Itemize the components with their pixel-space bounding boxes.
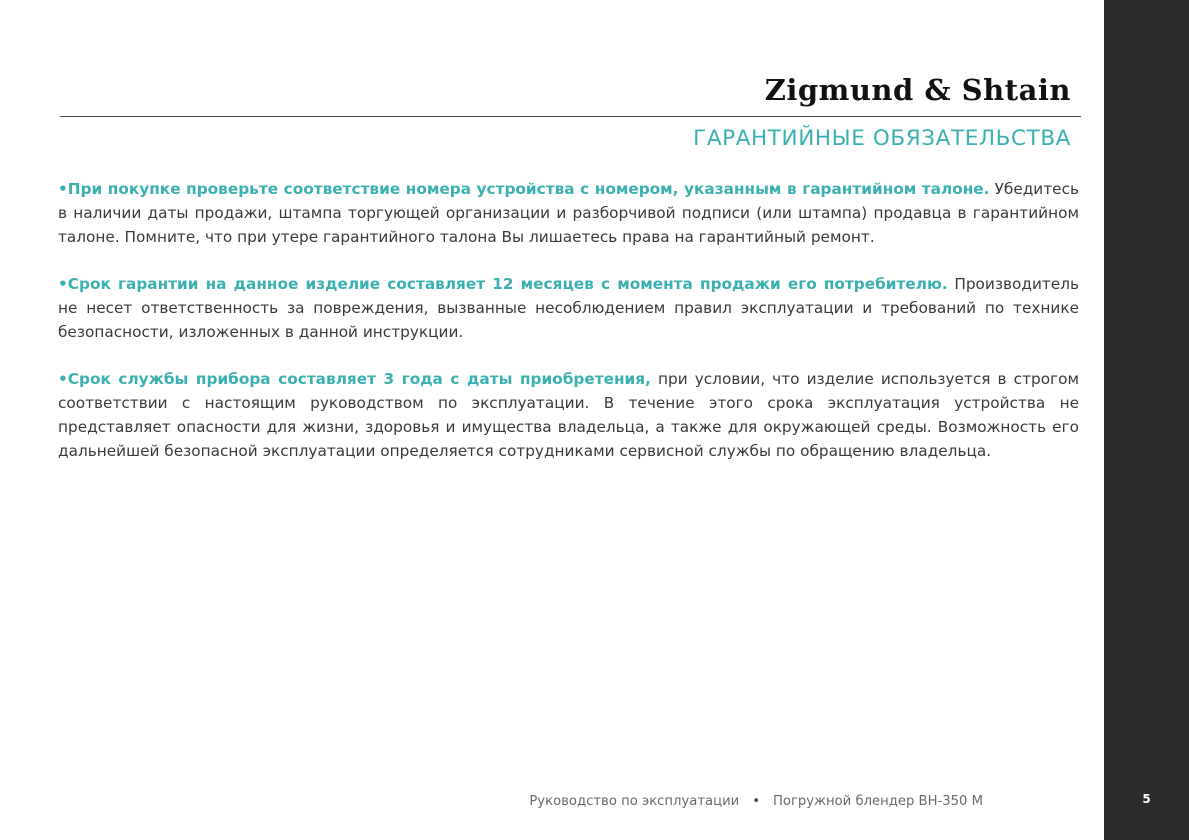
paragraph-body: Убедитесь в наличии даты продажи, штампа торгующей организации и разборчивой подписи (или штампа) продавца в гарантийном талоне. Помните, что при утере гарантийного талона Вы лишаетесь права на гарантийный ремонт. xyxy=(58,180,1079,246)
section-title: ГАРАНТИЙНЫЕ ОБЯЗАТЕЛЬСТВА xyxy=(693,126,1071,151)
paragraph-purchase-check xyxy=(58,177,1079,249)
paragraph-warranty-period xyxy=(58,272,1079,344)
paragraph-body: при условии, что изделие используется в строгом соответствии с настоящим руководством по эксплуатации. В течение этого срока эксплуатация устройства не представляет опасности для жизни, здоровья и имущества владельца, а также для окружающей среды. Возможность его дальнейшей безопасной эксплуатации определяется сотрудниками сервисной службы по обращению владельца. xyxy=(58,370,1079,460)
footer-manual-label: Руководство по эксплуатации xyxy=(529,794,740,809)
paragraph-lead: •Срок гарантии на данное изделие составляет 12 месяцев с момента продажи его потребителю. xyxy=(58,275,948,293)
header-divider xyxy=(60,116,1081,117)
warranty-content xyxy=(58,177,1079,486)
paragraph-service-life xyxy=(58,367,1079,463)
paragraph-lead: •При покупке проверьте соответствие номера устройства с номером, указанным в гарантийном талоне. xyxy=(58,180,990,198)
paragraph-body: Производитель не несет ответственность за повреждения, вызванные несоблюдением правил эксплуатации и требований по технике безопасности, изложенных в данной инструкции. xyxy=(58,275,1080,341)
brand-logo: Zigmund & Shtain xyxy=(764,73,1071,107)
footer-separator: • xyxy=(752,794,761,809)
page-sidebar xyxy=(1104,0,1189,840)
page-number: 5 xyxy=(1142,792,1151,806)
page-footer xyxy=(529,794,983,809)
paragraph-lead: •Срок службы прибора составляет 3 года с даты приобретения, xyxy=(58,370,651,388)
footer-product-label: Погружной блендер BH-350 M xyxy=(773,794,983,809)
